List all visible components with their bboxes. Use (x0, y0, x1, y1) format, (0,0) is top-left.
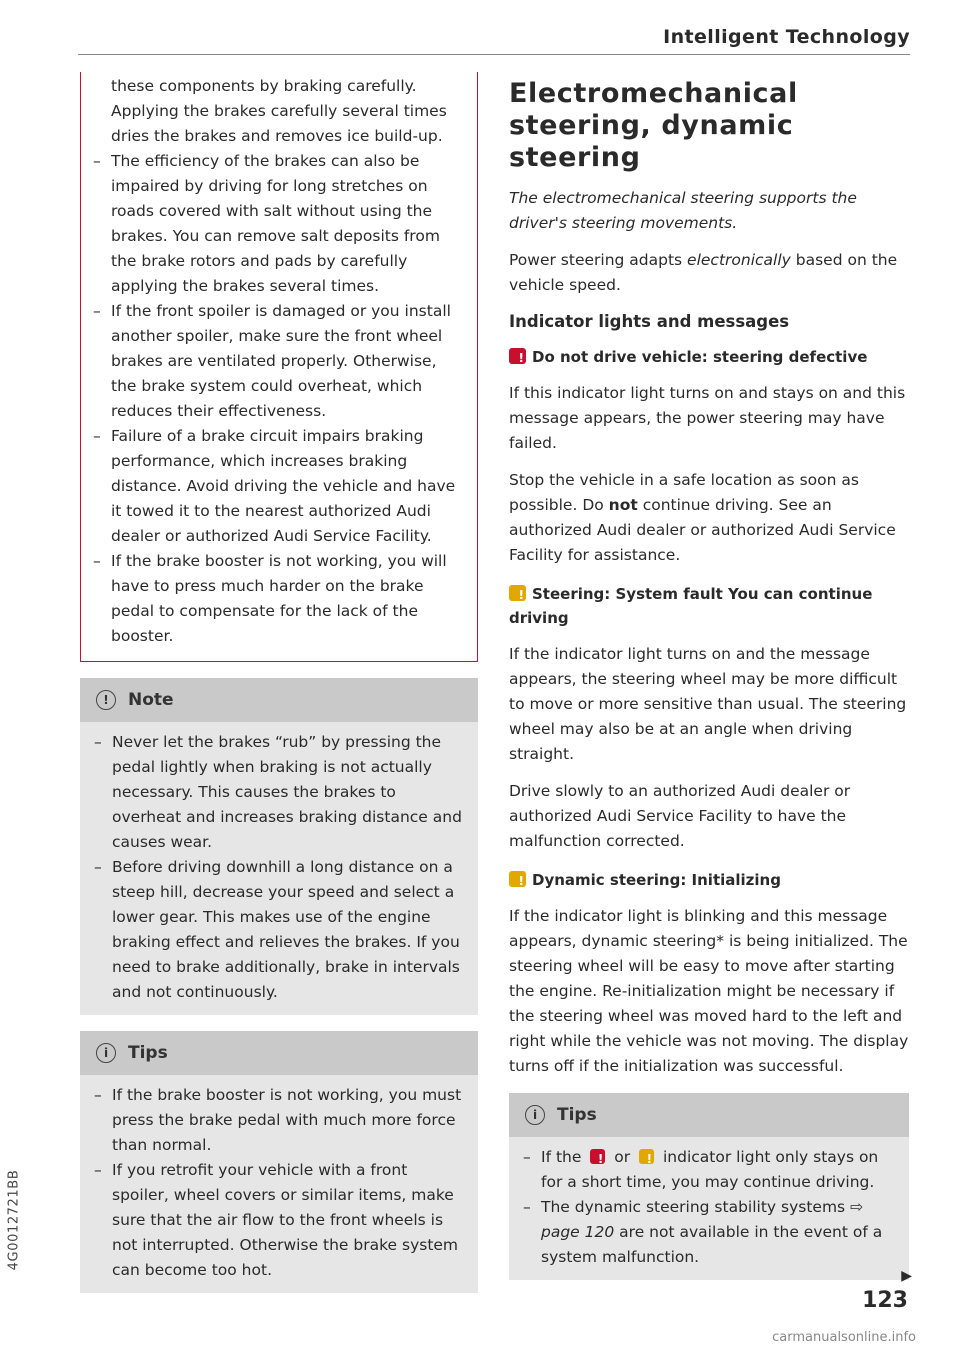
tips-list (80, 1075, 478, 1283)
note-box (80, 678, 478, 1015)
warning-item: – The efficiency of the brakes can also be impaired by driving for long stretches on roads covered with salt without using the brakes. You can remove salt deposits from the brake rotors and pads by carefully applying the brakes several times. (89, 149, 463, 299)
yellow-steering-warning-icon (509, 585, 526, 601)
page-reference-link[interactable]: ⇨ page 120 (541, 1198, 864, 1241)
tips-item: – The dynamic steering stability systems ⇨ page 120 are not available in the event of a system malfunction. (519, 1195, 897, 1270)
next-page-arrow-icon: ▶ (901, 1268, 912, 1284)
red-steering-warning-icon (509, 348, 526, 364)
intro-text: The electromechanical steering supports the driver's steering movements. (509, 189, 857, 232)
footer-watermark: carmanualsonline.info (772, 1330, 916, 1345)
power-steering-paragraph: Power steering adapts electronically based on the vehicle speed. (509, 251, 898, 294)
tips-header (80, 1031, 478, 1075)
tips-item: – If the brake booster is not working, you must press the brake pedal with much more force than normal. (90, 1083, 466, 1158)
warning-box-continued (80, 72, 478, 662)
note-item: – Never let the brakes “rub” by pressing the pedal lightly when braking is not actually necessary. This causes the brakes to overheat and increases braking distance and causes wear. (90, 730, 466, 855)
tips-item: – If you retrofit your vehicle with a front spoiler, wheel covers or similar items, make sure that the air flow to the front wheels is not interrupted. Otherwise the brake system can become too hot. (90, 1158, 466, 1283)
note-item: – Before driving downhill a long distance on a steep hill, decrease your speed and select a lower gear. This makes use of the engine braking effect and relieves the brakes. If you need to brake additionally, brake in intervals and not continuously. (90, 855, 466, 1005)
note-exclamation-icon: ! (96, 690, 116, 710)
tips-list (509, 1137, 909, 1270)
page-header-title: Intelligent Technology (663, 26, 910, 48)
red-steering-warning-icon (590, 1149, 605, 1164)
warning-item: – If the front spoiler is damaged or you install another spoiler, make sure the front wheel brakes are ventilated properly. Otherwise, the brake system could overheat, which reduces their effectiveness. (89, 299, 463, 424)
warning-list (89, 149, 463, 649)
header-divider (78, 54, 910, 55)
info-icon: i (525, 1105, 545, 1125)
tips-box-left (80, 1031, 478, 1293)
indicator-section-heading: Indicator lights and messages (509, 312, 790, 331)
yellow-dynamic-steering-icon (509, 871, 526, 887)
message-defective-action: Stop the vehicle in a safe location as soon as possible. Do not continue driving. See an authorized Audi dealer or authorized Audi Service Facility for assistance. (509, 471, 896, 564)
side-document-code: 4G0012721BB (6, 1169, 22, 1271)
page-number: 123 (862, 1288, 908, 1313)
tips-title: Tips (128, 1043, 168, 1063)
tips-title: Tips (557, 1105, 597, 1125)
left-column (80, 72, 478, 1293)
message-defective-text: If this indicator light turns on and stays on and this message appears, the power steering may have failed. (509, 384, 906, 452)
section-heading: Electromechanical steering, dynamic steering (509, 78, 798, 173)
message-heading-defective: !Do not drive vehicle: steering defective (509, 345, 909, 369)
note-list (80, 722, 478, 1005)
tips-box-right (509, 1093, 909, 1280)
message-heading-system-fault: !Steering: System fault You can continue driving (509, 582, 909, 630)
warning-continued-text: these components by braking carefully. Applying the brakes carefully several times dries the brakes and removes ice build-up. (111, 77, 447, 145)
warning-item: – Failure of a brake circuit impairs braking performance, which increases braking distance. Avoid driving the vehicle and have it towed it to the nearest authorized Audi dealer or authorized Audi Service Facility. (89, 424, 463, 549)
right-column (509, 72, 909, 1280)
yellow-steering-warning-icon (639, 1149, 654, 1164)
tips-header (509, 1093, 909, 1137)
tips-item: – If the ! or ! indicator light only stays on for a short time, you may continue driving. (519, 1145, 897, 1195)
message-fault-text: If the indicator light turns on and the message appears, the steering wheel may be more difficult to move or more sensitive than usual. The steering wheel may also be at an angle when driving straight. (509, 645, 907, 763)
note-title: Note (128, 690, 174, 710)
note-header (80, 678, 478, 722)
message-initializing-text: If the indicator light is blinking and this message appears, dynamic steering* is being initialized. The steering wheel will be easy to move after starting the engine. Re-initialization might be necessary if the steering wheel was moved hard to the left and right while the vehicle was not moving. The display turns off if the initialization was successful. (509, 907, 909, 1075)
info-icon: i (96, 1043, 116, 1063)
message-fault-action: Drive slowly to an authorized Audi dealer or authorized Audi Service Facility to have the malfunction corrected. (509, 782, 851, 850)
message-heading-initializing: !Dynamic steering: Initializing (509, 868, 909, 892)
warning-item: – If the brake booster is not working, you will have to press much harder on the brake pedal to compensate for the lack of the booster. (89, 549, 463, 649)
